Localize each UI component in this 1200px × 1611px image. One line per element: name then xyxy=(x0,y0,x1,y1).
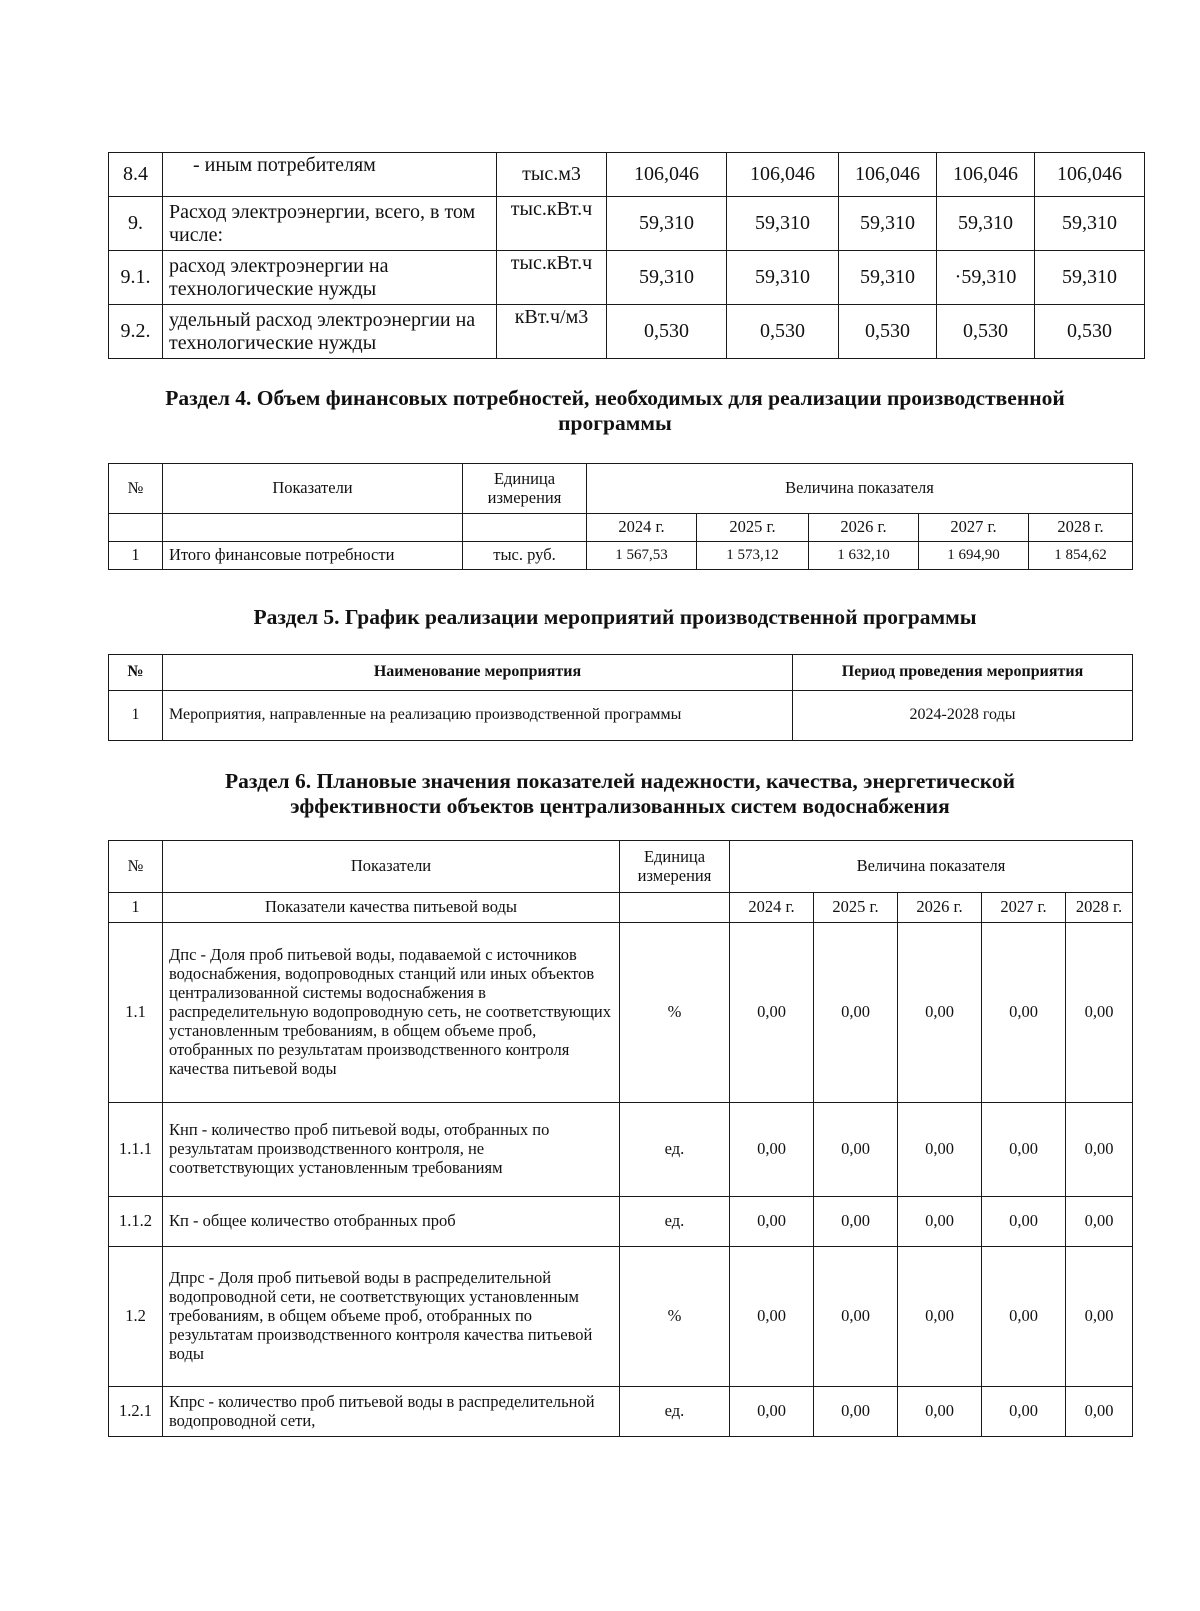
value-cell: 0,00 xyxy=(1066,1197,1133,1247)
section6-title: Раздел 6. Плановые значения показателей надежности, качества, энергетической эффективности объектов централизованных систем водоснабжения xyxy=(224,769,1016,819)
row-number: 8.4 xyxy=(109,153,163,197)
empty-cell xyxy=(163,514,463,542)
finance-table xyxy=(108,463,1133,570)
year-header: 2024 г. xyxy=(730,893,814,923)
year-header: 2026 г. xyxy=(809,514,919,542)
row-name: Дпс - Доля проб питьевой воды, подаваемой с источников водоснабжения, водопроводных станций или иных объектов централизованной системы водоснабжения в распределительную водопроводную сеть, не соответствующих установленным требованиям, в общем объеме проб, отобранных по результатам производственного контроля качества питьевой воды xyxy=(163,923,620,1103)
header-number: № xyxy=(109,841,163,893)
value-cell: 0,530 xyxy=(727,305,839,359)
value-cell: 59,310 xyxy=(1035,251,1145,305)
row-name: Кпрс - количество проб питьевой воды в распределительной водопроводной сети, xyxy=(163,1387,620,1437)
value-cell: 0,00 xyxy=(814,923,898,1103)
row-number: 9. xyxy=(109,197,163,251)
value-cell: 0,00 xyxy=(982,1103,1066,1197)
value-cell: 0,530 xyxy=(937,305,1035,359)
value-cell: 59,310 xyxy=(607,197,727,251)
row-number: 9.2. xyxy=(109,305,163,359)
header-value: Величина показателя xyxy=(730,841,1133,893)
row-number: 9.1. xyxy=(109,251,163,305)
row-number: 1 xyxy=(109,691,163,741)
row-period: 2024-2028 годы xyxy=(793,691,1133,741)
value-cell: 0,00 xyxy=(898,1387,982,1437)
value-cell: 59,310 xyxy=(727,197,839,251)
value-cell: 0,00 xyxy=(898,1103,982,1197)
value-cell: 0,00 xyxy=(814,1247,898,1387)
value-cell: 0,00 xyxy=(814,1387,898,1437)
group-number: 1 xyxy=(109,893,163,923)
row-name: удельный расход электроэнергии на технологические нужды xyxy=(163,305,497,359)
table-row xyxy=(109,923,1133,1103)
schedule-table xyxy=(108,654,1133,741)
header-unit: Единица измерения xyxy=(463,464,587,514)
year-header: 2027 г. xyxy=(919,514,1029,542)
row-unit: тыс.кВт.ч xyxy=(497,251,607,305)
header-number: № xyxy=(109,464,163,514)
value-cell: 1 694,90 xyxy=(919,542,1029,570)
table-group-row xyxy=(109,893,1133,923)
value-cell: 0,00 xyxy=(1066,1103,1133,1197)
value-cell: 59,310 xyxy=(839,197,937,251)
value-cell: 0,00 xyxy=(982,923,1066,1103)
row-name: Кп - общее количество отобранных проб xyxy=(163,1197,620,1247)
header-value: Величина показателя xyxy=(587,464,1133,514)
row-unit: % xyxy=(620,923,730,1103)
row-number: 1.1.2 xyxy=(109,1197,163,1247)
value-cell: 1 632,10 xyxy=(809,542,919,570)
table-header-row xyxy=(109,655,1133,691)
year-header: 2025 г. xyxy=(697,514,809,542)
value-cell: 106,046 xyxy=(727,153,839,197)
value-cell: 0,00 xyxy=(1066,1387,1133,1437)
row-name: Дпрс - Доля проб питьевой воды в распределительной водопроводной сети, не соответствующих установленным требованиям, в общем объеме проб, отобранных по результатам производственного контроля качества питьевой воды xyxy=(163,1247,620,1387)
table-years-row xyxy=(109,514,1133,542)
header-name: Показатели xyxy=(163,841,620,893)
value-cell: 106,046 xyxy=(839,153,937,197)
header-name: Наименование мероприятия xyxy=(163,655,793,691)
row-unit: ед. xyxy=(620,1387,730,1437)
row-number: 1.2 xyxy=(109,1247,163,1387)
value-cell: 59,310 xyxy=(1035,197,1145,251)
header-name: Показатели xyxy=(163,464,463,514)
value-cell: 0,00 xyxy=(982,1197,1066,1247)
header-period: Период проведения мероприятия xyxy=(793,655,1133,691)
year-header: 2025 г. xyxy=(814,893,898,923)
value-cell: 106,046 xyxy=(937,153,1035,197)
value-cell: 59,310 xyxy=(727,251,839,305)
table-row xyxy=(109,542,1133,570)
table-row xyxy=(109,197,1145,251)
empty-cell xyxy=(620,893,730,923)
value-cell: 59,310 xyxy=(937,197,1035,251)
row-unit: тыс.м3 xyxy=(497,153,607,197)
row-name: Мероприятия, направленные на реализацию производственной программы xyxy=(163,691,793,741)
row-name: Итого финансовые потребности xyxy=(163,542,463,570)
value-cell: 0,00 xyxy=(730,1387,814,1437)
row-name: Кнп - количество проб питьевой воды, отобранных по результатам производственного контроля, не соответствующих установленным требованиям xyxy=(163,1103,620,1197)
value-cell: 0,530 xyxy=(607,305,727,359)
value-cell: 0,00 xyxy=(1066,1247,1133,1387)
value-cell: 0,00 xyxy=(982,1247,1066,1387)
year-header: 2026 г. xyxy=(898,893,982,923)
value-cell: 0,00 xyxy=(898,1247,982,1387)
value-cell: 0,00 xyxy=(730,1103,814,1197)
value-cell: 0,530 xyxy=(1035,305,1145,359)
row-name: - иным потребителям xyxy=(163,153,497,197)
value-cell: 0,530 xyxy=(839,305,937,359)
year-header: 2028 г. xyxy=(1029,514,1133,542)
energy-table xyxy=(108,152,1145,359)
empty-cell xyxy=(109,514,163,542)
table-row xyxy=(109,305,1145,359)
row-unit: кВт.ч/м3 xyxy=(497,305,607,359)
value-cell: 0,00 xyxy=(1066,923,1133,1103)
row-number: 1.2.1 xyxy=(109,1387,163,1437)
table-row xyxy=(109,251,1145,305)
table-row xyxy=(109,1197,1133,1247)
row-name: Расход электроэнергии, всего, в том числе: xyxy=(163,197,497,251)
year-header: 2027 г. xyxy=(982,893,1066,923)
quality-table xyxy=(108,840,1133,1437)
empty-cell xyxy=(463,514,587,542)
row-unit: % xyxy=(620,1247,730,1387)
table-header-row xyxy=(109,841,1133,893)
row-unit: тыс.кВт.ч xyxy=(497,197,607,251)
row-number: 1.1 xyxy=(109,923,163,1103)
value-cell: 0,00 xyxy=(814,1197,898,1247)
group-name: Показатели качества питьевой воды xyxy=(163,893,620,923)
value-cell: 1 573,12 xyxy=(697,542,809,570)
value-cell: 1 854,62 xyxy=(1029,542,1133,570)
table-row xyxy=(109,1103,1133,1197)
table-row xyxy=(109,1387,1133,1437)
value-cell: 106,046 xyxy=(607,153,727,197)
row-unit: ед. xyxy=(620,1197,730,1247)
year-header: 2024 г. xyxy=(587,514,697,542)
value-cell: 0,00 xyxy=(814,1103,898,1197)
value-cell: 106,046 xyxy=(1035,153,1145,197)
row-name: расход электроэнергии на технологические нужды xyxy=(163,251,497,305)
table-row xyxy=(109,691,1133,741)
value-cell: 59,310 xyxy=(607,251,727,305)
value-cell: 1 567,53 xyxy=(587,542,697,570)
table-header-row xyxy=(109,464,1133,514)
value-cell: 0,00 xyxy=(898,1197,982,1247)
value-cell: 59,310 xyxy=(839,251,937,305)
table-row xyxy=(109,1247,1133,1387)
table-row xyxy=(109,153,1145,197)
section4-title: Раздел 4. Объем финансовых потребностей, необходимых для реализации производственной программы xyxy=(165,386,1065,436)
row-number: 1 xyxy=(109,542,163,570)
value-cell: 0,00 xyxy=(730,1197,814,1247)
header-unit: Единица измерения xyxy=(620,841,730,893)
section5-title: Раздел 5. График реализации мероприятий производственной программы xyxy=(253,605,977,629)
header-number: № xyxy=(109,655,163,691)
value-cell: 0,00 xyxy=(982,1387,1066,1437)
value-cell: 0,00 xyxy=(730,923,814,1103)
row-number: 1.1.1 xyxy=(109,1103,163,1197)
value-cell: ·59,310 xyxy=(937,251,1035,305)
value-cell: 0,00 xyxy=(730,1247,814,1387)
row-unit: тыс. руб. xyxy=(463,542,587,570)
value-cell: 0,00 xyxy=(898,923,982,1103)
year-header: 2028 г. xyxy=(1066,893,1133,923)
row-unit: ед. xyxy=(620,1103,730,1197)
